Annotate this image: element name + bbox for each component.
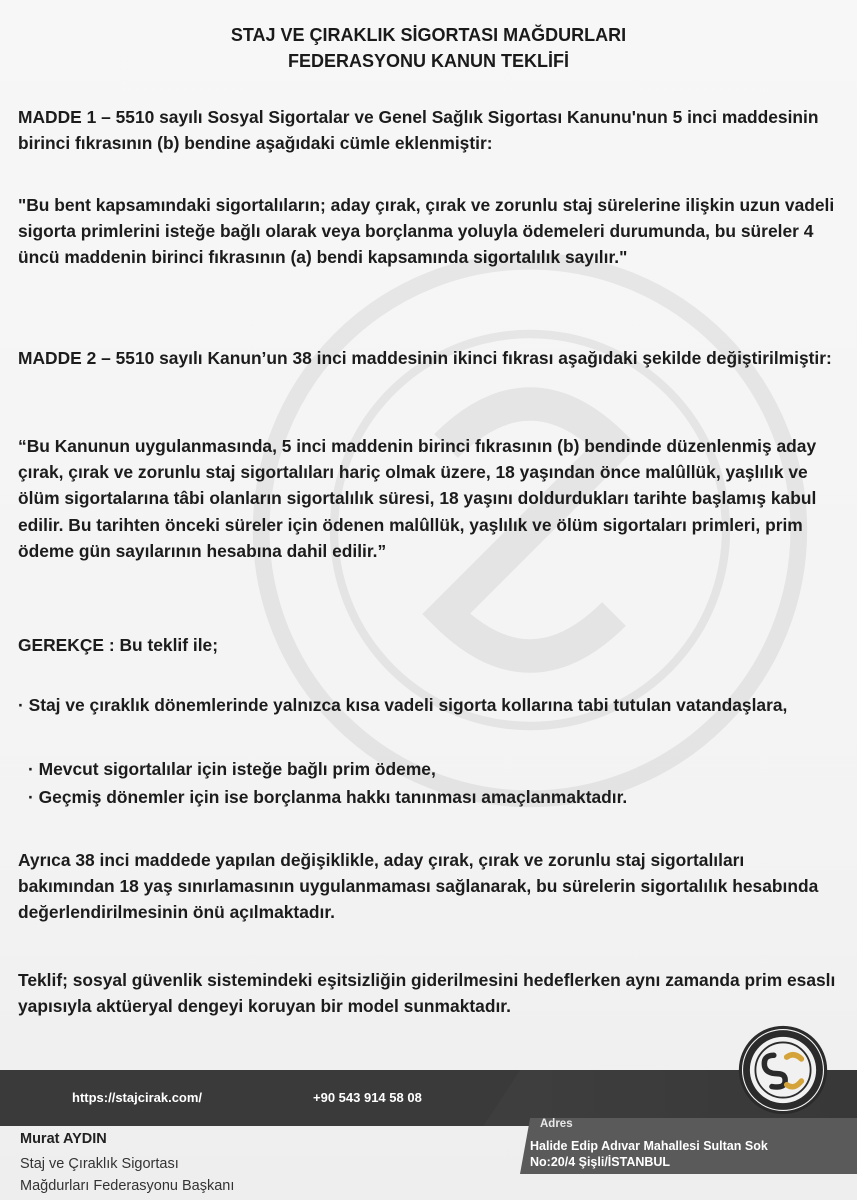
title-line-1: STAJ VE ÇIRAKLIK SİGORTASI MAĞDURLARI [230, 25, 627, 45]
website-link[interactable]: https://stajcirak.com/ [72, 1090, 203, 1105]
madde-2: MADDE 2 – 5510 sayılı Kanun’un 38 inci maddesinin ikinci fıkrası aşağıdaki şekilde değiştirilmiştir: [18, 348, 832, 368]
address-text [530, 1138, 850, 1170]
title-line-2: FEDERASYONU KANUN TEKLİFİ [287, 51, 569, 71]
address-line-1: Halide Edip Adıvar Mahallesi Sultan Sok [530, 1139, 768, 1153]
gerekce-heading: GEREKÇE : Bu teklif ile; [18, 635, 219, 655]
signer-title-line-1: Staj ve Çıraklık Sigortası [20, 1156, 179, 1172]
madde-1: MADDE 1 – 5510 sayılı Sosyal Sigortalar ve Genel Sağlık Sigortası Kanunu'nun 5 inci maddesinin birinci fıkrasının (b) bendine aşağıdaki cümle eklenmiştir: [18, 107, 819, 154]
paragraph-teklif: Teklif; sosyal güvenlik sistemindeki eşitsizliğin giderilmesini hedeflerken aynı zamanda prim esaslı yapısıyla aktüeryal dengeyi koruyan bir model sunmaktadır. [18, 970, 836, 1017]
phone-number: +90 543 914 58 08 [313, 1090, 422, 1105]
bullet-main: · Staj ve çıraklık dönemlerinde yalnızca kısa vadeli sigorta kollarına tabi tutulan vatandaşlara, [18, 695, 788, 715]
signer-title [20, 1153, 234, 1197]
signer-title-line-2: Mağdurları Federasyonu Başkanı [20, 1178, 235, 1194]
address-label: Adres [540, 1118, 573, 1130]
bullet-sub-2: · Geçmiş dönemler için ise borçlanma hakkı tanınması amaçlanmaktadır. [28, 787, 628, 807]
signer-name: Murat AYDIN [20, 1131, 107, 1147]
paragraph-ayrica: Ayrıca 38 inci maddede yapılan değişiklikle, aday çırak, çırak ve zorunlu staj sigortalıları bakımından 18 yaş sınırlamasının uygulanmaması sağlanarak, bu sürelerin sigortalılık hesabında değerlendirilmesinin önü açılmaktadır. [18, 850, 819, 923]
madde-2-quote: “Bu Kanunun uygulanmasında, 5 inci maddenin birinci fıkrasının (b) bendinde düzenlenmiş aday çırak, çırak ve zorunlu staj sigortalıları hariç olmak üzere, 18 yaşından önce malûllük, yaşlılık ve ölüm sigortalarına tâbi olanların sigortalılık süresi, 18 yaşını doldurdukları tarihte başlamış kabul edilir. Bu tarihten önceki süreler için ödenen malûllük, yaşlılık ve ölüm sigortaları primleri, prim ödeme gün sayılarının hesabına dahil edilir.” [18, 436, 817, 561]
madde-1-quote: "Bu bent kapsamındaki sigortalıların; aday çırak, çırak ve zorunlu staj sürelerine ilişkin uzun vadeli sigorta primlerini isteğe bağlı olarak veya borçlanma yoluyla ödemeleri durumunda, bu süreler 4 üncü maddenin birinci fıkrasının (a) bendi kapsamında sigortalılık sayılır." [18, 195, 835, 268]
bullet-sub-1: · Mevcut sigortalılar için isteğe bağlı prim ödeme, [28, 759, 436, 779]
document-title [0, 22, 857, 74]
address-line-2: No:20/4 Şişli/İSTANBUL [530, 1155, 671, 1169]
federation-seal-icon [737, 1024, 829, 1116]
